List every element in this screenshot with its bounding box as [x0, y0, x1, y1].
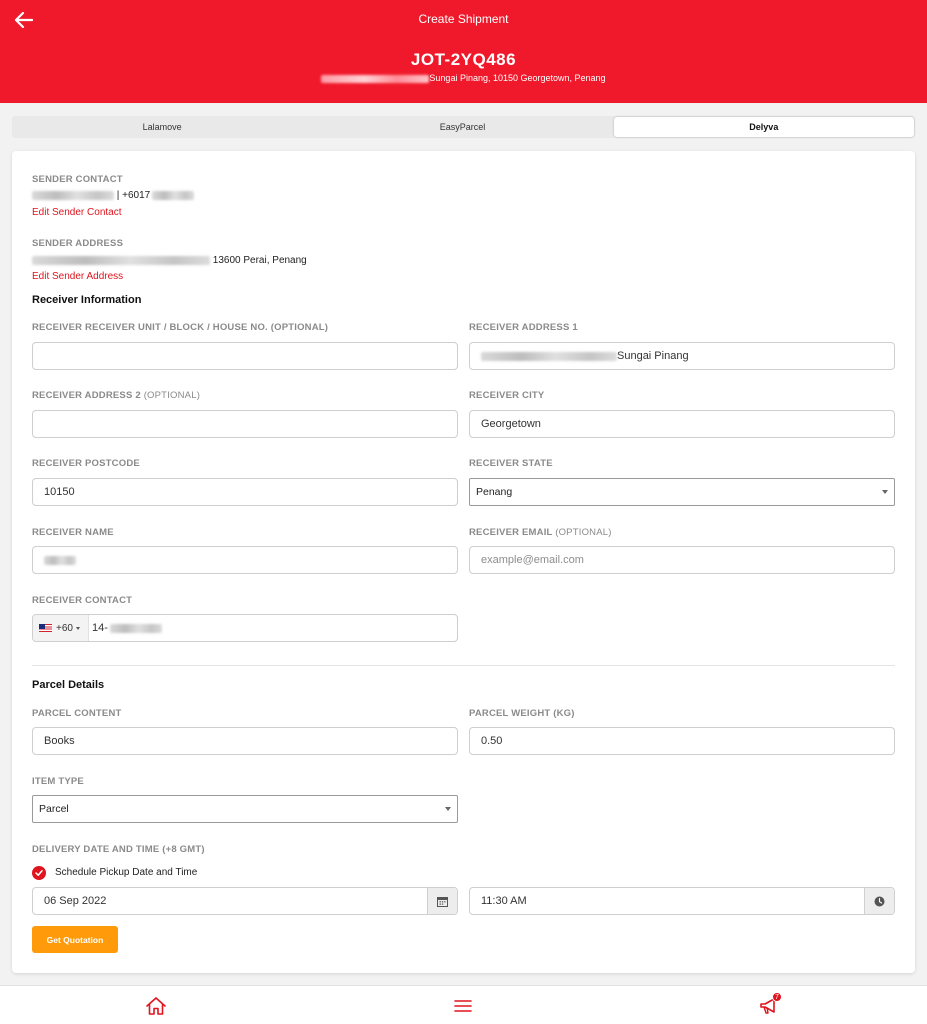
- malaysia-flag-icon: [39, 624, 52, 632]
- clock-button[interactable]: [864, 888, 894, 914]
- nav-announcements-button[interactable]: [757, 994, 781, 1018]
- optional-tag: (OPTIONAL): [555, 527, 612, 538]
- redacted-text: [321, 75, 429, 83]
- courier-tabs: [12, 116, 915, 138]
- notification-badge: 7: [772, 992, 782, 1002]
- redacted-text: [152, 191, 194, 200]
- home-icon: [145, 996, 167, 1016]
- sender-address-value: [32, 255, 307, 266]
- receiver-address2-label: [32, 390, 200, 401]
- nav-home-button[interactable]: [144, 994, 168, 1018]
- check-icon: [35, 869, 43, 877]
- parcel-section-title: Parcel Details: [32, 679, 105, 691]
- nav-menu-button[interactable]: [451, 994, 475, 1018]
- country-code: +60: [56, 622, 73, 634]
- receiver-state-select[interactable]: [469, 478, 895, 506]
- receiver-state-label: RECEIVER STATE: [469, 458, 553, 469]
- receiver-section-title: Receiver Information: [32, 294, 142, 306]
- parcel-content-label: PARCEL CONTENT: [32, 708, 122, 719]
- receiver-name-input[interactable]: [32, 546, 458, 574]
- receiver-address2-input[interactable]: [32, 410, 458, 438]
- get-quotation-button[interactable]: Get Quotation: [32, 926, 118, 953]
- clock-icon: [874, 896, 885, 907]
- receiver-contact-prefix: 14-: [92, 622, 108, 634]
- shipment-form-card: [12, 151, 915, 973]
- pickup-date-value: 06 Sep 2022: [44, 895, 107, 907]
- receiver-postcode-label: RECEIVER POSTCODE: [32, 458, 140, 469]
- receiver-address1-text: Sungai Pinang: [617, 350, 689, 362]
- country-code-dropdown[interactable]: [33, 615, 89, 641]
- sender-address-label: SENDER ADDRESS: [32, 238, 124, 249]
- edit-sender-address-link[interactable]: Edit Sender Address: [32, 271, 124, 282]
- redacted-text: [32, 191, 114, 200]
- receiver-contact-input[interactable]: [32, 614, 458, 642]
- receiver-contact-label: RECEIVER CONTACT: [32, 595, 133, 606]
- sender-contact-label: SENDER CONTACT: [32, 174, 123, 185]
- sender-address-text: 13600 Perai, Penang: [212, 255, 307, 266]
- receiver-city-input[interactable]: Georgetown: [469, 410, 895, 438]
- section-divider: [32, 665, 895, 666]
- redacted-text: [44, 556, 76, 565]
- edit-sender-contact-link[interactable]: Edit Sender Contact: [32, 207, 122, 218]
- receiver-email-label: [469, 527, 612, 538]
- item-type-label: ITEM TYPE: [32, 776, 84, 787]
- redacted-text: [481, 352, 617, 361]
- chevron-down-icon: [76, 627, 80, 630]
- schedule-pickup-checkbox[interactable]: [32, 866, 46, 880]
- receiver-email-input[interactable]: example@email.com: [469, 546, 895, 574]
- sender-contact-value: [32, 190, 194, 201]
- redacted-text: [110, 624, 162, 633]
- tab-delyva[interactable]: Delyva: [614, 117, 914, 137]
- receiver-address1-input[interactable]: [469, 342, 895, 370]
- item-type-select[interactable]: [32, 795, 458, 823]
- parcel-weight-input[interactable]: 0.50: [469, 727, 895, 755]
- menu-icon: [454, 999, 472, 1013]
- parcel-weight-label: PARCEL WEIGHT (KG): [469, 708, 575, 719]
- calendar-button[interactable]: [427, 888, 457, 914]
- tab-easyparcel[interactable]: EasyParcel: [439, 122, 486, 132]
- pickup-time-value: 11:30 AM: [481, 895, 527, 907]
- tab-lalamove[interactable]: Lalamove: [142, 122, 182, 132]
- receiver-state-value: Penang: [476, 486, 513, 498]
- pickup-time-input[interactable]: [469, 887, 895, 915]
- sender-phone-prefix: | +6017: [116, 190, 151, 201]
- optional-tag: (OPTIONAL): [143, 390, 201, 401]
- redacted-text: [32, 256, 210, 265]
- item-type-value: Parcel: [39, 803, 69, 815]
- receiver-unit-input[interactable]: [32, 342, 458, 370]
- receiver-address2-label-text: RECEIVER ADDRESS 2: [32, 390, 141, 401]
- order-address: [0, 73, 927, 83]
- receiver-email-label-text: RECEIVER EMAIL: [469, 527, 553, 538]
- receiver-address1-label: RECEIVER ADDRESS 1: [469, 322, 578, 333]
- receiver-name-label: RECEIVER NAME: [32, 527, 114, 538]
- delivery-datetime-label: DELIVERY DATE AND TIME (+8 GMT): [32, 844, 205, 855]
- chevron-down-icon: [445, 807, 451, 811]
- pickup-date-input[interactable]: [32, 887, 458, 915]
- receiver-unit-label: RECEIVER RECEIVER UNIT / BLOCK / HOUSE NO. (OPTIONAL): [32, 322, 329, 333]
- receiver-city-label: RECEIVER CITY: [469, 390, 545, 401]
- app-header: [0, 0, 927, 103]
- receiver-postcode-input[interactable]: 10150: [32, 478, 458, 506]
- order-address-text: Sungai Pinang, 10150 Georgetown, Penang: [429, 73, 606, 83]
- schedule-pickup-label: Schedule Pickup Date and Time: [55, 867, 198, 878]
- bottom-navigation: [0, 985, 927, 1024]
- page-title: Create Shipment: [418, 12, 509, 26]
- calendar-icon: [437, 896, 448, 907]
- chevron-down-icon: [882, 490, 888, 494]
- parcel-content-input[interactable]: Books: [32, 727, 458, 755]
- order-id: JOT-2YQ486: [410, 50, 517, 69]
